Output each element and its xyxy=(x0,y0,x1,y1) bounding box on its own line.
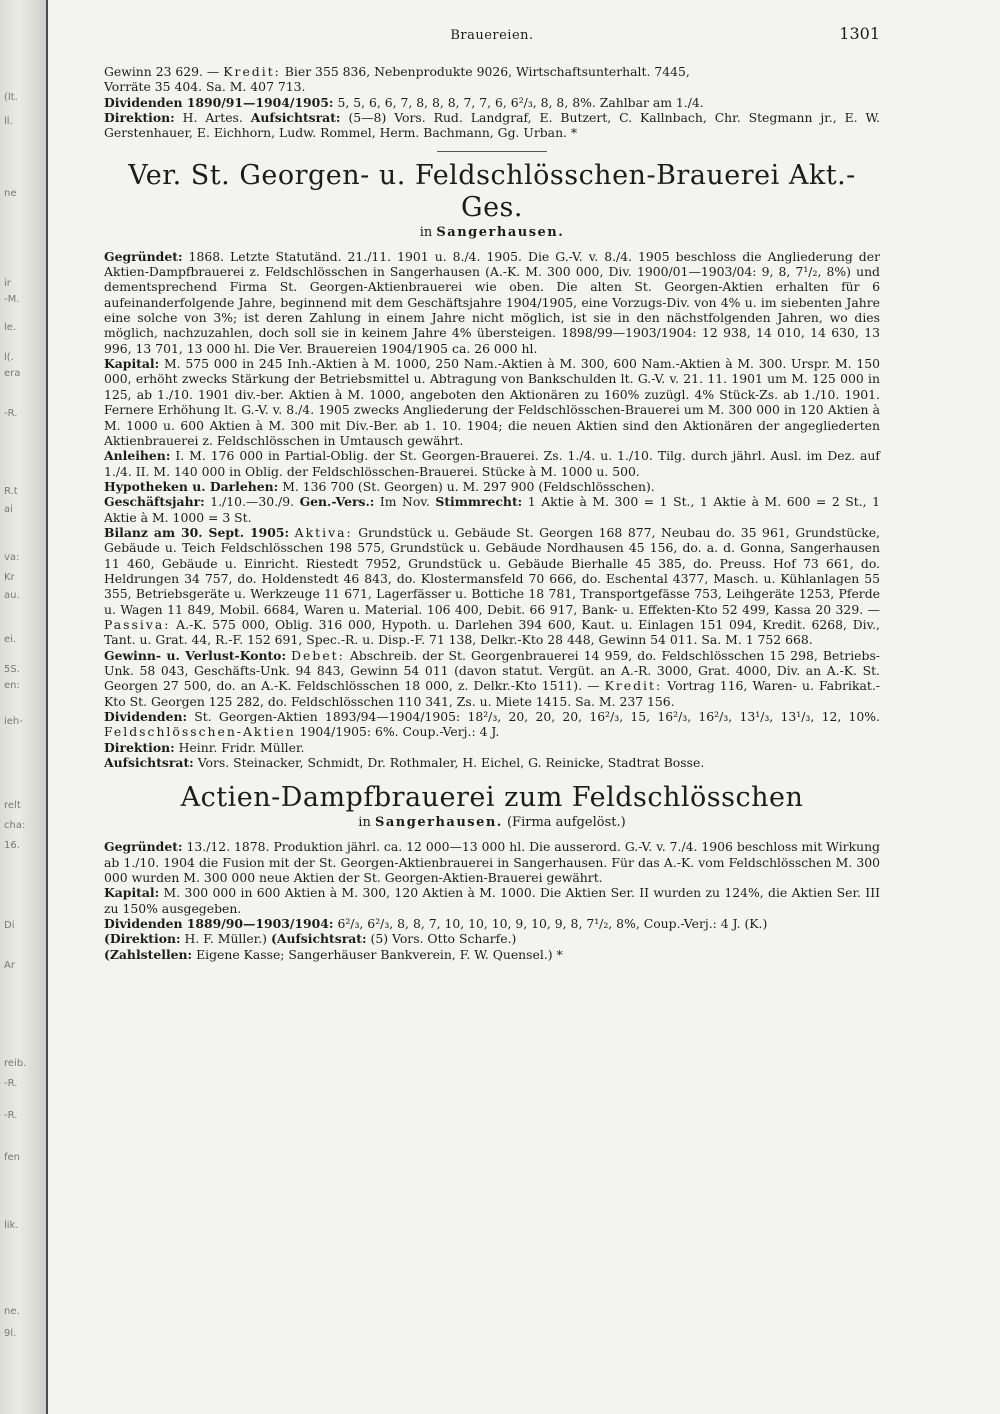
liabilities-label: Passiva: xyxy=(104,616,171,632)
direction-paragraph xyxy=(104,740,880,755)
margin-fragment: l(. xyxy=(4,352,14,363)
founded-text: 1868. Letzte Statutänd. 21./11. 1901 u. 8./4. 1905. Die G.-V. v. 8./4. 1905 beschloss die Angliederung der Aktien-Dampfbrauerei z. Feldschlösschen in Sangerhausen (A.-K. M. 300 000, Div. 1900/01—1903/04: 9, 8, 7¹/₂, 8%) und dementsprechend Firma St. Georgen-Aktienbrauerei wie oben. Die alten St. Georgen-Aktien erhalten für 6 aufeinanderfolgende Jahre, beginnend mit dem Geschäftsjahre 1904/1905, eine Vorzugs-Div. von 4% u. im siebenten Jahre eine solche von 3%; ist deren Zahlung in einem Jahre nicht möglich, ist sie in den nächstfolgenden Jahren, wo dies möglich, nachzuzahlen, doch soll sie in keinem Jahre 4% übersteigen. 1898/99—1903/1904: 12 938, 14 010, 14 630, 13 996, 13 701, 13 000 hl. Die Ver. Brauereien 1904/1905 ca. 26 000 hl. xyxy=(104,248,880,356)
founded-paragraph xyxy=(104,839,880,885)
paying-agents-label: (Zahlstellen: xyxy=(104,946,193,962)
margin-fragment: -M. xyxy=(4,294,20,305)
entry-title: Ver. St. Georgen- u. Feldschlösschen-Brauerei Akt.-Ges. xyxy=(128,159,856,223)
supervisory-board-text: Vors. Steinacker, Schmidt, Dr. Rothmaler, H. Eichel, G. Reinicke, Stadtrat Bosse. xyxy=(193,755,705,771)
dividends-label: Dividenden 1889/90—1903/1904: xyxy=(104,916,334,932)
margin-fragment: ne xyxy=(4,188,17,199)
margin-fragment: le. xyxy=(4,322,17,333)
entry-actien-dampfbrauerei xyxy=(104,782,880,962)
voting-right-label: Stimmrecht: xyxy=(435,494,523,510)
prev-line-1 xyxy=(104,64,880,79)
gewinn-text: Gewinn 23 629. — xyxy=(104,64,220,79)
margin-fragment: 16. xyxy=(4,840,20,851)
capital-label: Kapital: xyxy=(104,356,160,372)
loans-label: Anleihen: xyxy=(104,448,171,464)
dividends-text: 6²/₃, 6²/₃, 8, 8, 7, 10, 10, 10, 9, 10, 9, 8, 7¹/₂, 8%, Coup.-Verj.: 4 J. (K.) xyxy=(333,916,768,932)
dividends-paragraph xyxy=(104,709,880,740)
margin-fragment: Ar xyxy=(4,960,15,971)
margin-fragment: va: xyxy=(4,552,20,563)
kredit-label: Kredit: xyxy=(223,64,281,79)
general-meeting-label: Gen.-Vers.: xyxy=(299,494,375,510)
dividends-label: Dividenden: xyxy=(104,709,188,725)
direction-label: Direktion: xyxy=(104,110,175,126)
location-prefix: in xyxy=(358,815,375,831)
direction-label: (Direktion: xyxy=(104,931,181,947)
margin-fragment: fen xyxy=(4,1152,21,1163)
margin-fragment: (lt. xyxy=(4,92,18,103)
capital-label: Kapital: xyxy=(104,885,160,901)
debit-label: Debet: xyxy=(291,647,345,663)
section-divider xyxy=(437,151,547,152)
supervisory-board-label: (Aufsichtsrat: xyxy=(270,931,367,947)
mortgages-paragraph xyxy=(104,479,880,494)
founded-paragraph xyxy=(104,249,880,356)
paying-agents-paragraph xyxy=(104,947,880,962)
margin-fragment: cha: xyxy=(4,820,26,831)
capital-paragraph xyxy=(104,356,880,448)
margin-fragment: -R. xyxy=(4,408,18,419)
fiscal-year-paragraph xyxy=(104,494,880,525)
direction-label: Direktion: xyxy=(104,739,175,755)
capital-paragraph xyxy=(104,885,880,916)
prev-dividends xyxy=(104,95,880,110)
kredit-text: Bier 355 836, Nebenprodukte 9026, Wirtschaftsunterhalt. 7445, xyxy=(284,64,690,79)
direction-text: Heinr. Fridr. Müller. xyxy=(174,739,305,755)
location-note: (Firma aufgelöst.) xyxy=(502,815,626,831)
loans-text: I. M. 176 000 in Partial-Oblig. der St. Georgen-Brauerei. Zs. 1./4. u. 1./10. Tilg. durch jährl. Ausl. im Dez. auf 1./4. II. M. 140 000 in Oblig. der Feldschlösschen-Brauerei. Stücke à M. 1000 u. 500. xyxy=(104,448,880,479)
margin-fragment: ei. xyxy=(4,634,17,645)
supervisory-board-label: Aufsichtsrat: xyxy=(104,755,194,771)
dividends-text-1: St. Georgen-Aktien 1893/94—1904/1905: 18²/₃, 20, 20, 20, 16²/₃, 15, 16²/₃, 16²/₃, 13¹/₃, 13¹/₃, 12, 10%. xyxy=(187,709,880,725)
credit-label: Kredit: xyxy=(604,678,663,694)
binding-gutter xyxy=(0,0,48,1414)
location-name: Sangerhausen. xyxy=(436,224,565,240)
paying-agents-text: Eigene Kasse; Sangerhäuser Bankverein, F. W. Quensel.) * xyxy=(192,946,563,962)
margin-fragment: -R. xyxy=(4,1110,18,1121)
supervisory-board-label: Aufsichtsrat: xyxy=(250,110,341,126)
credit-text: Vortrag 116, Waren- u. Fabrikat.-Kto St. Georgen 125 282, do. Feldschlösschen 110 341, Zs. u. Miete 1415. Sa. M. 237 156. xyxy=(104,678,880,709)
supervisory-board-paragraph xyxy=(104,755,880,770)
margin-fragment: -R. xyxy=(4,1078,18,1089)
margin-fragment: ne. xyxy=(4,1306,20,1317)
page-content xyxy=(104,20,880,962)
profit-loss-label: Gewinn- u. Verlust-Konto: xyxy=(104,647,287,663)
margin-fragment: relt xyxy=(4,800,21,811)
margin-fragment: en: xyxy=(4,680,20,691)
balance-label: Bilanz am 30. Sept. 1905: xyxy=(104,524,290,540)
debit-text: Abschreib. der St. Georgenbrauerei 14 959, do. Feldschlösschen 15 298, Betriebs-Unk. 58 043, Geschäfts-Unk. 94 843, Gewinn 54 011 (davon statut. Vergüt. an A.-R. 3000, Grat. 4000, Div. an A.-K. St. Georgen 27 500, do. an A.-K. Feldschlösschen 18 000, z. Delkr.-Kto 1511). — xyxy=(104,647,880,694)
margin-fragment: ir xyxy=(4,278,11,289)
location-name: Sangerhausen. xyxy=(374,815,503,831)
feldschloesschen-label: Feldschlösschen-Aktien xyxy=(104,724,296,740)
entry-title: Actien-Dampfbrauerei zum Feldschlösschen xyxy=(180,782,804,814)
voting-right-text: 1 Aktie à M. 300 = 1 St., 1 Aktie à M. 600 = 2 St., 1 Aktie à M. 1000 = 3 St. xyxy=(104,494,881,525)
dividends-text-2: 1904/1905: 6%. Coup.-Verj.: 4 J. xyxy=(295,724,500,740)
running-head: Brauereien. xyxy=(450,28,534,43)
page-number: 1301 xyxy=(839,24,880,43)
supervisory-board-text: (5) Vors. Otto Scharfe.) xyxy=(366,931,517,947)
margin-fragment: 5S. xyxy=(4,664,20,675)
loans-paragraph xyxy=(104,448,880,479)
assets-label: Aktiva: xyxy=(294,524,353,540)
founded-label: Gegründet: xyxy=(104,248,183,264)
direction-paragraph xyxy=(104,931,880,946)
mortgages-text: M. 136 700 (St. Georgen) u. M. 297 900 (Feldschlösschen). xyxy=(278,478,655,494)
profit-loss-paragraph xyxy=(104,648,880,709)
balance-paragraph xyxy=(104,525,880,648)
margin-fragment: ai xyxy=(4,504,13,515)
liabilities-text: A.-K. 575 000, Oblig. 316 000, Hypoth. u. Darlehen 394 600, Kaut. u. Einlagen 151 094, Kredit. 6268, Div., Tant. u. Grat. 44, R.-F. 152 691, Spec.-R. u. Disp.-F. 71 138, Delkr.-Kto 28 448, Gewinn 54 011. Sa. M. 1 752 668. xyxy=(104,616,880,648)
dividends-label: Dividenden 1890/91—1904/1905: xyxy=(104,94,334,110)
margin-fragment: Di xyxy=(4,920,15,931)
margin-fragment: 9l. xyxy=(4,1328,17,1339)
entry-location xyxy=(104,224,880,241)
dividends-paragraph xyxy=(104,916,880,931)
founded-text: 13./12. 1878. Produktion jährl. ca. 12 000—13 000 hl. Die ausserord. G.-V. v. 7./4. 1906 beschloss mit Wirkung ab 1./10. 1904 die Fusion mit der St. Georgen-Aktienbrauerei in Sangerhausen. Für das A.-K. vom Feldschlösschen M. 300 000 wurden M. 300 000 neue Aktien der St. Georgen-Aktien-Brauerei gewährt. xyxy=(104,839,880,886)
direction-text: H. F. Müller.) xyxy=(180,931,271,947)
spacer xyxy=(104,770,880,778)
general-meeting-text: Im Nov. xyxy=(374,494,436,510)
margin-fragment: reib. xyxy=(4,1058,27,1069)
margin-fragment: ieh- xyxy=(4,716,23,727)
margin-fragment: ll. xyxy=(4,116,13,127)
margin-fragment: era xyxy=(4,368,21,379)
capital-text: M. 575 000 in 245 Inh.-Aktien à M. 1000, 250 Nam.-Aktien à M. 300, 600 Nam.-Aktien à M. 300. Urspr. M. 150 000, erhöht zwecks Stärkung der Betriebsmittel u. Abtragung von Bankschulden lt. G.-V. v. 21. 11. 1901 um M. 125 000 in 125, ab 1./10. 1901 div.-ber. Aktien à M. 1000, angeboten den Aktionären zu 160% zuzügl. 4% Stück-Zs. ab 1./10. 1901. Fernere Erhöhung lt. G.-V. v. 8./4. 1905 zwecks Angliederung der Feldschlösschen-Brauerei um M. 300 000 in 120 Aktien à M. 1000 u. 600 Aktien à M. 300 mit Div.-Ber. ab 1. 10. 1904; die neuen Aktien sind den Aktionären der angegliederten Aktienbrauerei z. Feldschlösschen in Umtausch gewährt. xyxy=(104,356,880,448)
margin-fragment: Kr xyxy=(4,572,15,583)
fiscal-year-label: Geschäftsjahr: xyxy=(104,494,205,510)
entry-location xyxy=(104,814,880,831)
margin-fragment: lik. xyxy=(4,1220,19,1231)
previous-entry xyxy=(104,64,880,141)
dividends-text: 5, 5, 6, 6, 7, 8, 8, 8, 7, 7, 6, 6²/₃, 8, 8, 8%. Zahlbar am 1./4. xyxy=(333,94,704,110)
prev-line-2: Vorräte 35 404. Sa. M. 407 713. xyxy=(104,79,306,95)
direction-text: H. Artes. xyxy=(174,110,243,126)
margin-fragment: R.t xyxy=(4,486,18,497)
capital-text: M. 300 000 in 600 Aktien à M. 300, 120 Aktien à M. 1000. Die Aktien Ser. II wurden zu 124%, die Aktien Ser. III zu 150% ausgegeben. xyxy=(104,885,880,916)
fiscal-year-text: 1./10.—30./9. xyxy=(204,494,300,510)
founded-label: Gegründet: xyxy=(104,839,183,855)
supervisory-board-text: (5—8) Vors. Rud. Landgraf, E. Butzert, C. Kallnbach, Chr. Stegmann jr., E. W. Gerstenhauer, E. Eichhorn, Ludw. Rommel, Herm. Bachmann, Gg. Urban. * xyxy=(104,110,880,141)
assets-text: Grundstück u. Gebäude St. Georgen 168 877, Neubau do. 35 961, Grundstücke, Gebäude u. Teich Feldschlösschen 198 575, Grundstück u. Gebäude Nordhausen 45 156, do. a. d. Gonna, Sangerhausen 11 460, Gebäude u. Einricht. Riestedt 7952, Grundstück u. Gebäude Bierhalle 45 385, do. Preuss. Hof 73 661, do. Heldrungen 34 757, do. Holdenstedt 46 843, do. Klostermansfeld 70 666, do. Eschental 4377, Masch. u. Kühlanlagen 55 355, Betriebsgeräte u. Werkzeuge 11 671, Lagerfässer u. Bottiche 18 781, Transportgefässe 753, Leihgeräte 1253, Pferde u. Wagen 11 849, Mobil. 6684, Waren u. Material. 106 400, Debit. 66 917, Bank- u. Effekten-Kto 52 499, Kassa 20 329. — xyxy=(104,524,880,617)
prev-board xyxy=(104,110,880,141)
mortgages-label: Hypotheken u. Darlehen: xyxy=(104,478,279,494)
margin-fragment: au. xyxy=(4,590,20,601)
page-header xyxy=(104,20,880,48)
entry-st-georgen xyxy=(104,160,880,771)
location-prefix: in xyxy=(419,224,437,240)
